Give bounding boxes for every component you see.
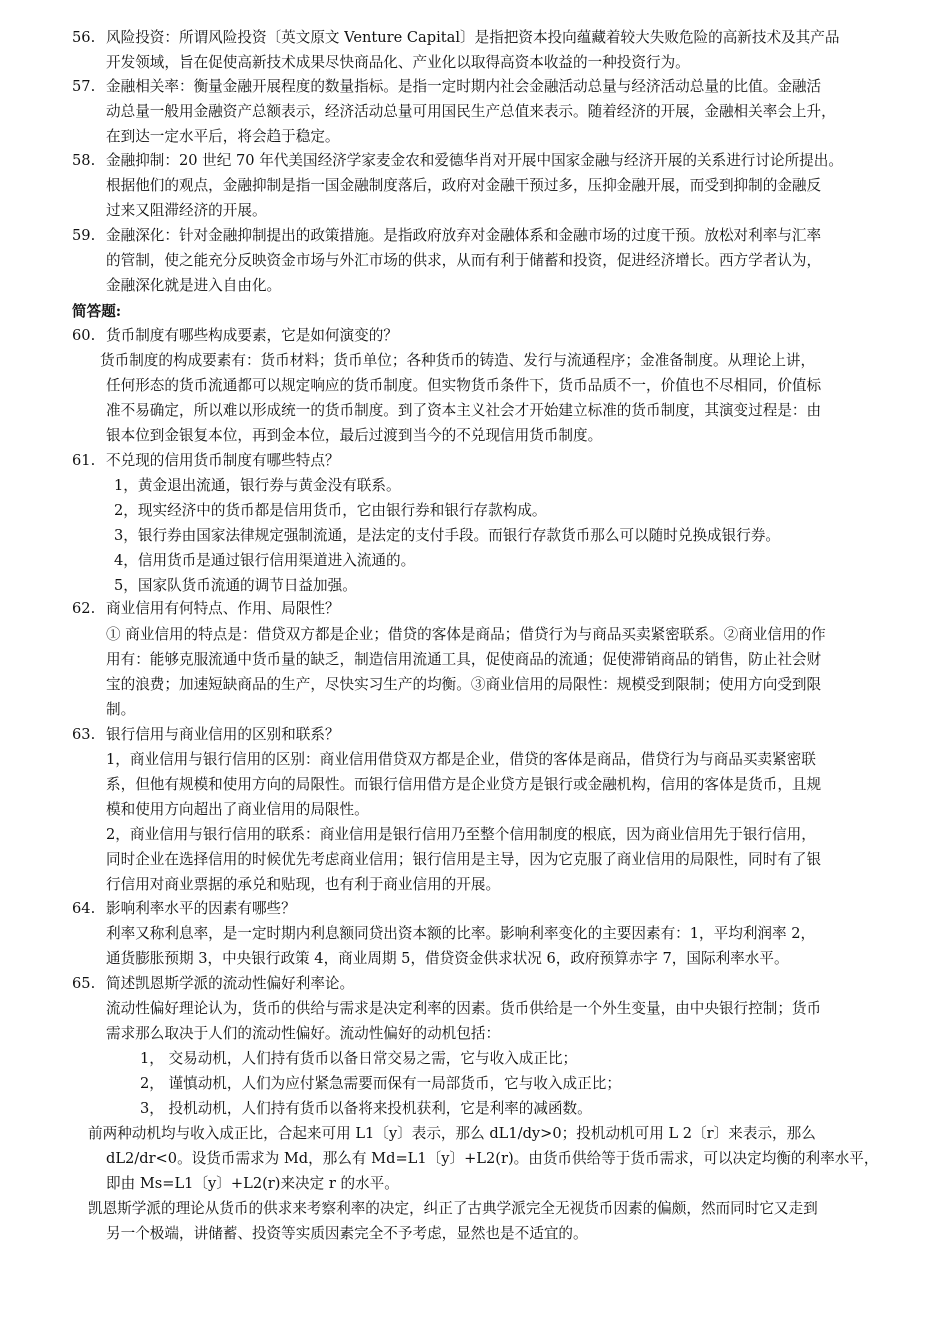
item-text-line: 的管制，使之能充分反映资金市场与外汇市场的供求，从而有利于储蓄和投资，促进经济增长。西方学者认为， [106, 252, 822, 269]
question-text: 银行信用与商业信用的区别和联系？ [106, 726, 340, 743]
question-text: 影响利率水平的因素有哪些？ [106, 900, 296, 917]
question-number: 64. [72, 900, 96, 917]
question-text: 货币制度有哪些构成要素，它是如何演变的？ [106, 327, 398, 344]
item-text-line: 风险投资：所谓风险投资〔英文原文 Venture Capital〕是指把资本投向蕴藏着较大失败危险的高新技术及其产品 [106, 29, 840, 46]
answer-line: dL2/dr<0。设货币需求为 Md，那么有 Md=L1〔y〕+L2(r)。由货币供给等于货币需求，可以决定均衡的利率水平， [106, 1150, 879, 1167]
answer-line: 1， 交易动机，人们持有货币以备日常交易之需，它与收入成正比； [140, 1050, 578, 1067]
answer-line: 系，但他有规模和使用方向的局限性。而银行信用借方是企业贷方是银行或金融机构，信用的客体是货币，且规 [106, 776, 822, 793]
question-number: 63. [72, 726, 96, 743]
item-text-line: 金融相关率：衡量金融开展程度的数量指标。是指一定时期内社会金融活动总量与经济活动总量的比值。金融活 [106, 78, 822, 95]
answer-line: 5，国家队货币流通的调节日益加强。 [114, 577, 357, 594]
item-text-line: 金融深化就是进入自由化。 [106, 277, 282, 294]
item-text-line: 根据他们的观点，金融抑制是指一国金融制度落后，政府对金融干预过多，压抑金融开展，而受到抑制的金融反 [106, 177, 822, 194]
answer-line: ① 商业信用的特点是：借贷双方都是企业；借贷的客体是商品；借贷行为与商品买卖紧密联系。②商业信用的作 [106, 626, 826, 643]
answer-line: 1，商业信用与银行信用的区别：商业信用借贷双方都是企业，借贷的客体是商品，借贷行为与商品买卖紧密联 [106, 751, 816, 768]
answer-line: 凯恩斯学派的理论从货币的供求来考察利率的决定，纠正了古典学派完全无视货币因素的偏颇，然而同时它又走到 [88, 1200, 818, 1217]
answer-line: 银本位到金银复本位，再到金本位，最后过渡到当今的不兑现信用货币制度。 [106, 427, 603, 444]
item-text-line: 金融抑制：20 世纪 70 年代美国经济学家麦金农和爱德华肖对开展中国家金融与经济开展的关系进行讨论所提出。 [106, 152, 843, 169]
answer-line: 通货膨胀预期 3，中央银行政策 4，商业周期 5，借贷资金供求状况 6，政府预算赤字 7，国际利率水平。 [106, 950, 789, 967]
answer-line: 2，商业信用与银行信用的联系：商业信用是银行信用乃至整个信用制度的根底，因为商业信用先于银行信用， [106, 826, 816, 843]
answer-line: 货币制度的构成要素有：货币材料；货币单位；各种货币的铸造、发行与流通程序；金准备制度。从理论上讲， [100, 352, 816, 369]
item-text-line: 过来又阻滞经济的开展。 [106, 202, 267, 219]
item-number: 56. [72, 29, 96, 46]
answer-line: 同时企业在选择信用的时候优先考虑商业信用；银行信用是主导，因为它克服了商业信用的局限性，同时有了银 [106, 851, 822, 868]
question-number: 60. [72, 327, 96, 344]
answer-line: 模和使用方向超出了商业信用的局限性。 [106, 801, 369, 818]
answer-line: 前两种动机均与收入成正比，合起来可用 L1〔y〕表示，那么 dL1/dy>0；投机动机可用 L 2〔r〕来表示，那么 [88, 1125, 816, 1142]
answer-line: 2，现实经济中的货币都是信用货币，它由银行券和银行存款构成。 [114, 502, 547, 519]
answer-line: 用有：能够克服流通中货币量的缺乏，制造信用流通工具，促使商品的流通；促使滞销商品的销售，防止社会财 [106, 651, 822, 668]
answer-line: 任何形态的货币流通都可以规定响应的货币制度。但实物货币条件下，货币品质不一，价值也不尽相同，价值标 [106, 377, 822, 394]
answer-line: 利率又称利息率，是一定时期内利息额同贷出资本额的比率。影响利率变化的主要因素有：1，平均利润率 2， [106, 925, 816, 942]
answer-line: 即由 Ms=L1〔y〕+L2(r)来决定 r 的水平。 [106, 1175, 399, 1192]
question-number: 61. [72, 452, 96, 469]
answer-line: 宝的浪费；加速短缺商品的生产，尽快实习生产的均衡。③商业信用的局限性：规模受到限制；使用方向受到限 [106, 676, 822, 693]
section-heading: 简答题: [72, 303, 122, 320]
answer-line: 2， 谨慎动机，人们为应付紧急需要而保有一局部货币，它与收入成正比； [140, 1075, 621, 1092]
item-number: 59. [72, 227, 96, 244]
question-number: 62. [72, 600, 96, 617]
answer-line: 行信用对商业票据的承兑和贴现，也有利于商业信用的开展。 [106, 876, 501, 893]
answer-line: 1，黄金退出流通，银行券与黄金没有联系。 [114, 477, 401, 494]
question-text: 商业信用有何特点、作用、局限性？ [106, 600, 340, 617]
question-text: 不兑现的信用货币制度有哪些特点？ [106, 452, 340, 469]
answer-line: 制。 [106, 701, 136, 718]
question-number: 65. [72, 975, 96, 992]
answer-line: 3， 投机动机，人们持有货币以备将来投机获利，它是利率的减函数。 [140, 1100, 592, 1117]
answer-line: 准不易确定，所以难以形成统一的货币制度。到了资本主义社会才开始建立标准的货币制度，其演变过程是：由 [106, 402, 822, 419]
item-text-line: 动总量一般用金融资产总额表示，经济活动总量可用国民生产总值来表示。随着经济的开展，金融相关率会上升， [106, 103, 836, 120]
item-text-line: 金融深化：针对金融抑制提出的政策措施。是指政府放弃对金融体系和金融市场的过度干预。放松对利率与汇率 [106, 227, 822, 244]
answer-line: 另一个极端，讲储蓄、投资等实质因素完全不予考虑，显然也是不适宜的。 [106, 1225, 588, 1242]
item-number: 57. [72, 78, 96, 95]
answer-line: 流动性偏好理论认为，货币的供给与需求是决定利率的因素。货币供给是一个外生变量，由中央银行控制；货币 [106, 1000, 822, 1017]
item-text-line: 开发领域，旨在促使高新技术成果尽快商品化、产业化以取得高资本收益的一种投资行为。 [106, 54, 690, 71]
answer-line: 4，信用货币是通过银行信用渠道进入流通的。 [114, 552, 416, 569]
answer-line: 3，银行券由国家法律规定强制流通，是法定的支付手段。而银行存款货币那么可以随时兑换成银行券。 [114, 527, 781, 544]
item-text-line: 在到达一定水平后，将会趋于稳定。 [106, 128, 340, 145]
question-text: 简述凯恩斯学派的流动性偏好利率论。 [106, 975, 355, 992]
item-number: 58. [72, 152, 96, 169]
answer-line: 需求那么取决于人们的流动性偏好。流动性偏好的动机包括： [106, 1025, 501, 1042]
